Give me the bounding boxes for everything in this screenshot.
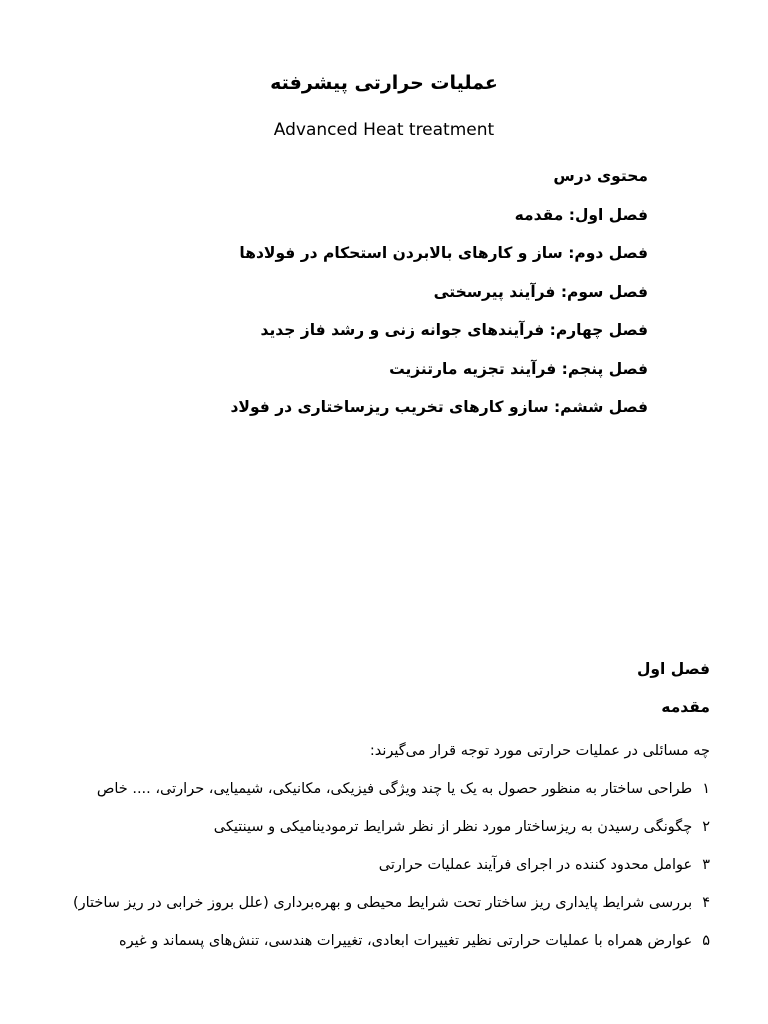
- toc-item: فصل دوم: ساز و کارهای بالابردن استحکام در فولادها: [239, 244, 648, 262]
- list-item: [60, 808, 710, 846]
- list-item-text: عوارض همراه با عملیات حرارتی نظیر تغییرات ابعادی، تغییرات هندسی، تنش‌های پسماند و غیره: [119, 933, 693, 949]
- chapter-heading: فصل اول: [636, 660, 710, 678]
- list-item-text: چگونگی رسیدن به ریزساختار مورد نظر از نظر شرایط ترمودینامیکی و سینتیکی: [213, 819, 693, 835]
- toc-item: فصل سوم: فرآیند پیرسختی: [433, 282, 648, 301]
- chapter-intro: چه مسائلی در عملیات حرارتی مورد توجه قرار می‌گیرند:: [369, 743, 710, 759]
- list-item: [60, 770, 710, 808]
- toc-item: فصل چهارم: فرآیندهای جوانه زنی و رشد فاز جدید: [260, 321, 648, 339]
- list-item-number: ۲: [702, 819, 710, 835]
- list-item-number: ۳: [702, 857, 710, 873]
- chapter-section: [60, 656, 710, 960]
- toc-item: فصل اول: مقدمه: [514, 205, 648, 224]
- list-item-text: عوامل محدود کننده در اجرای فرآیند عملیات حرارتی: [378, 857, 693, 873]
- list-item-text: بررسی شرایط پایداری ریز ساختار تحت شرایط محیطی و بهره‌برداری (علل بروز خرابی در ریز ساختار): [72, 895, 693, 911]
- chapter-subheading: مقدمه: [661, 698, 710, 716]
- document-title: عملیات حرارتی پیشرفته: [270, 72, 498, 94]
- list-item-text: طراحی ساختار به منظور حصول به یک یا چند ویژگی فیزیکی، مکانیکی، شیمیایی، حرارتی، .... خاص: [96, 781, 693, 797]
- table-of-contents: [88, 163, 648, 433]
- toc-item: فصل ششم: سازو کارهای تخریب ریزساختاری در فولاد: [230, 398, 648, 416]
- list-item-number: ۵: [702, 933, 710, 949]
- list-item-number: ۱: [702, 781, 710, 797]
- list-item: [60, 846, 710, 884]
- list-item: [60, 884, 710, 922]
- list-item: [60, 922, 710, 960]
- toc-heading: محتوی درس: [553, 167, 648, 185]
- toc-item: فصل پنجم: فرآیند تجزیه مارتنزیت: [389, 359, 648, 378]
- list-item-number: ۴: [702, 895, 710, 911]
- document-subtitle: Advanced Heat treatment: [273, 120, 495, 140]
